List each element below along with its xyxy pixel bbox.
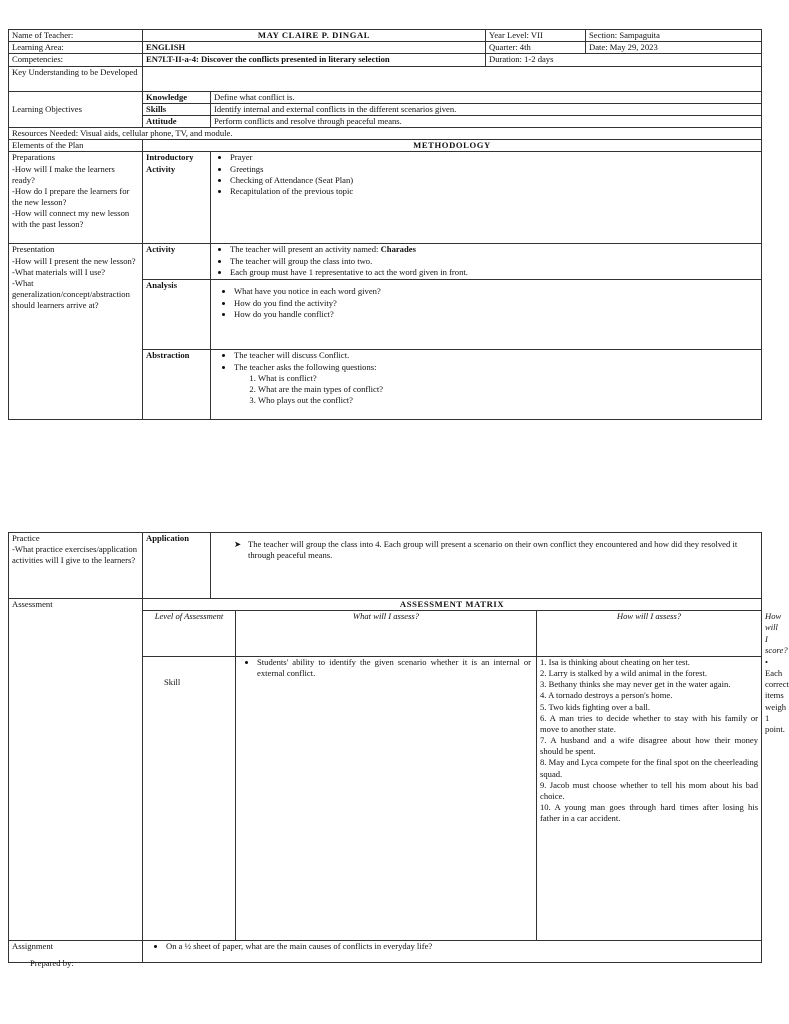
list-item: • Checking of Attendance (Seat Plan) bbox=[230, 175, 758, 186]
objectives-label: Learning Objectives bbox=[9, 91, 143, 128]
competency bbox=[143, 54, 486, 66]
objective-text: Define what conflict is. bbox=[211, 91, 762, 103]
application-text: The teacher will group the class into 4. Each group will present a scenario on their own conflict they encountered and how did they resolved it through peaceful means. bbox=[248, 539, 738, 561]
how-item: 7. A husband and a wife disagree about how their money should be spent. bbox=[540, 735, 759, 757]
application-label: Application bbox=[143, 533, 211, 599]
how-item: 3. Bethany thinks she may never get in the water again. bbox=[540, 679, 731, 690]
matrix-header: Level of Assessment bbox=[143, 611, 236, 657]
teacher-name: MAY CLAIRE P. DINGAL bbox=[143, 30, 486, 42]
analysis-label: Analysis bbox=[143, 280, 211, 350]
assessment-how bbox=[537, 656, 762, 940]
competency-code: EN7LT-II-a-4 bbox=[146, 54, 196, 65]
list-item bbox=[230, 244, 758, 255]
list-item: • What have you notice in each word given? bbox=[234, 286, 758, 297]
assessment-level bbox=[143, 656, 236, 940]
methodology-heading: METHODOLOGY bbox=[143, 140, 762, 152]
how-item: 8. May and Lyca compete for the final spot on the cheerleading squad. bbox=[540, 757, 759, 779]
year-level: Year Level: VII bbox=[486, 30, 586, 42]
list-item: • Prayer bbox=[230, 152, 758, 163]
date: Date: May 29, 2023 bbox=[586, 42, 762, 54]
resources-needed: Resources Needed: Visual aids, cellular phone, TV, and module. bbox=[9, 128, 762, 140]
assessment-label: Assessment bbox=[9, 599, 143, 941]
how-item: 6. A man tries to decide whether to stay with his family or move to another state. bbox=[540, 712, 759, 734]
question-item: 2. What are the main types of conflict? bbox=[258, 384, 758, 395]
analysis-content bbox=[211, 280, 762, 350]
how-item: 4. A tornado destroys a person's home. bbox=[540, 690, 673, 701]
list-item: • Recapitulation of the previous topic bbox=[230, 186, 758, 197]
section: Section: Sampaguita bbox=[586, 30, 762, 42]
competencies-label: Competencies: bbox=[9, 54, 143, 66]
arrow-bullet-icon: ➤ bbox=[234, 539, 242, 549]
activity-item-text: The teacher will present an activity named: bbox=[230, 244, 381, 255]
competency-text: : Discover the conflicts presented in literary selection bbox=[196, 54, 390, 65]
presentation-label: Presentation -How will I present the new lesson? -What materials will I use? -What generalization/concept/abstraction should learners arrive at? bbox=[9, 244, 143, 420]
list-item: • Students' ability to identify the given scenario whether it is an internal or external conflict. bbox=[257, 657, 531, 679]
duration: Duration: 1-2 days bbox=[486, 54, 762, 66]
key-understanding-label: Key Understanding to be Developed bbox=[9, 66, 143, 91]
question-item: 3. Who plays out the conflict? bbox=[258, 395, 758, 406]
abstraction-label: Abstraction bbox=[143, 350, 211, 420]
lesson-plan-table-2: Practice -What practice exercises/application activities will I give to the learners? Application ➤ The teacher will group the class into 4. Each group will present a scenario on their own conflict they encountered and how did they resolved it through peaceful means. Assessment ASSESSMENT MATRIX Level of Assessment What will I assess? How will I assess? How will I score? Skill • Students' ability to identify the given scenario whether it is an internal or external conflict. 1. Isa is thinking about cheating on her test. 2. Larry is stalked by a wild animal in the forest. 3. Bethany thinks she may never get in the water again. 4. A tornado destroys a person's home. 5. Two kids fighting over a ball. 6. A man tries to decide whether to stay with his family or move to another state. 7. A husband and a wife disagree about how their money should be spent. 8. May and Lyca compete for the final spot on the cheerleading squad. 9. Jacob must choose whether to tell his mom about his bad choice. 10. A young man goes through hard times after losing his father in a car accident. • Each correct items weigh 1 point. Assignment • On a ½ sheet of paper, what are the main causes of conflicts in everyday life? bbox=[8, 532, 762, 963]
assignment-label: Assignment bbox=[9, 940, 143, 962]
list-item: • The teacher asks the following questions: bbox=[234, 362, 758, 373]
list-item: • The teacher will discuss Conflict. bbox=[234, 350, 758, 361]
matrix-header: How will I assess? bbox=[537, 611, 762, 657]
list-item: • How do you handle conflict? bbox=[234, 309, 758, 320]
list-item: • How do you find the activity? bbox=[234, 298, 758, 309]
question-item: 1. What is conflict? bbox=[258, 373, 758, 384]
practice-label: Practice -What practice exercises/application activities will I give to the learners? bbox=[9, 533, 143, 599]
introductory-activity-content bbox=[211, 152, 762, 244]
abstraction-content bbox=[211, 350, 762, 420]
objective-domain: Attitude bbox=[143, 115, 211, 127]
bullet-icon: • bbox=[765, 656, 769, 667]
how-item: 5. Two kids fighting over a ball. bbox=[540, 701, 650, 712]
how-item: 2. Larry is stalked by a wild animal in the forest. bbox=[540, 668, 708, 679]
objective-domain: Knowledge bbox=[143, 91, 211, 103]
application-content bbox=[211, 533, 762, 599]
how-item: 10. A young man goes through hard times after losing his father in a car accident. bbox=[540, 802, 759, 824]
lesson-plan-table-1 bbox=[8, 29, 762, 420]
quarter: Quarter: 4th bbox=[486, 42, 586, 54]
activity-name: Charades bbox=[380, 244, 416, 255]
activity-content bbox=[211, 244, 762, 280]
assessment-matrix-title: ASSESSMENT MATRIX bbox=[143, 599, 762, 611]
objective-domain: Skills bbox=[143, 103, 211, 115]
list-item: • On a ½ sheet of paper, what are the main causes of conflicts in everyday life? bbox=[166, 941, 758, 952]
key-understanding-value bbox=[143, 66, 762, 91]
score-text: Each correct items weigh 1 point. bbox=[765, 668, 789, 734]
level-text: Skill bbox=[164, 676, 181, 687]
prepared-by: Prepared by: bbox=[30, 958, 74, 968]
assessment-what bbox=[236, 656, 537, 940]
assignment-content bbox=[143, 940, 762, 962]
how-item: 9. Jacob must choose whether to tell his mom about his bad choice. bbox=[540, 779, 759, 801]
elements-label: Elements of the Plan bbox=[9, 140, 143, 152]
list-item: • Greetings bbox=[230, 164, 758, 175]
list-item: • Each group must have 1 representative to act the word given in front. bbox=[230, 267, 758, 278]
activity-label: Activity bbox=[143, 244, 211, 280]
learning-area-label: Learning Area: bbox=[9, 42, 143, 54]
matrix-header: What will I assess? bbox=[236, 611, 537, 657]
objective-text: Identify internal and external conflicts in the different scenarios given. bbox=[211, 103, 762, 115]
introductory-activity-label: Introductory Activity bbox=[143, 152, 211, 244]
learning-area-value: ENGLISH bbox=[143, 42, 486, 54]
preparations-label: Preparations -How will I make the learners ready? -How do I prepare the learners for the new lesson? -How will connect my new lesson with the past lesson? bbox=[9, 152, 143, 244]
list-item: • The teacher will group the class into two. bbox=[230, 256, 758, 267]
teacher-label: Name of Teacher: bbox=[9, 30, 143, 42]
how-item: 1. Isa is thinking about cheating on her test. bbox=[540, 656, 690, 667]
objective-text: Perform conflicts and resolve through peaceful means. bbox=[211, 115, 762, 127]
